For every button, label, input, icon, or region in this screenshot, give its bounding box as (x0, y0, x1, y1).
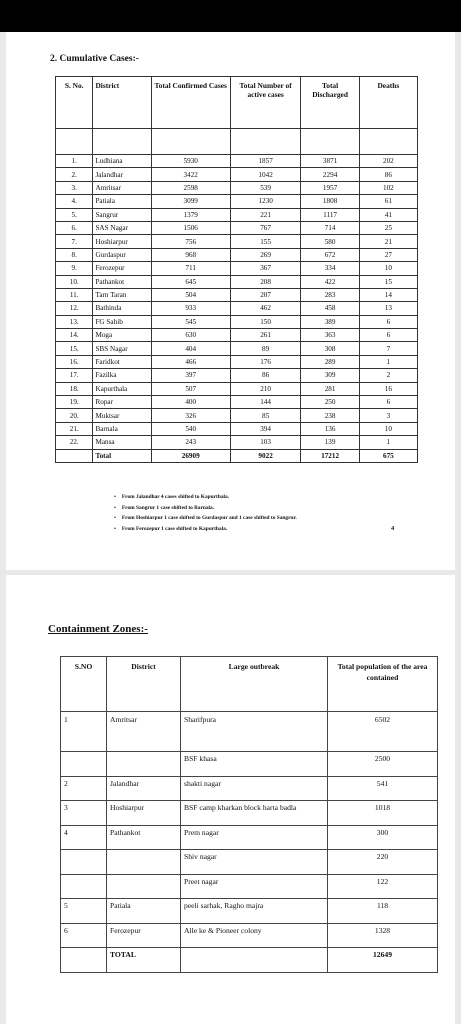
table-row (56, 422, 418, 435)
cell-active: 86 (230, 369, 301, 382)
cell-confirmed: 968 (151, 248, 230, 261)
cell-outbreak: peeli sarhak, Ragho majra (181, 899, 328, 924)
cell-sno: 1. (56, 155, 93, 168)
cell-district: Kapurthala (93, 382, 151, 395)
cell-sno: 2. (56, 168, 93, 181)
cell-confirmed: 933 (151, 302, 230, 315)
cell-population: 118 (328, 899, 438, 924)
cell-district: SAS Nagar (93, 221, 151, 234)
cell-sno: 22. (56, 436, 93, 449)
cell-discharged: 2294 (301, 168, 359, 181)
cell-sno (61, 752, 107, 777)
cell-confirmed: 1379 (151, 208, 230, 221)
cell-population: 300 (328, 825, 438, 850)
table-row (61, 776, 438, 801)
cell-sno: 3. (56, 181, 93, 194)
cell-sno (61, 948, 107, 973)
cell-confirmed: 5930 (151, 155, 230, 168)
cell-sno: 5 (61, 899, 107, 924)
table-row (61, 899, 438, 924)
cell-active: 150 (230, 315, 301, 328)
cell-deaths: 86 (359, 168, 417, 181)
cell-active: 208 (230, 275, 301, 288)
cell-confirmed: 504 (151, 288, 230, 301)
cell-active: 144 (230, 396, 301, 409)
cell-active: 539 (230, 181, 301, 194)
cell-deaths: 10 (359, 262, 417, 275)
cell-sno: 21. (56, 422, 93, 435)
cell-sno (61, 850, 107, 875)
cell-population: 6502 (328, 712, 438, 752)
cell-discharged: 238 (301, 409, 359, 422)
cell-deaths: 13 (359, 302, 417, 315)
cell-confirmed: 397 (151, 369, 230, 382)
cell-deaths: 6 (359, 396, 417, 409)
cell-active: 261 (230, 329, 301, 342)
cell-discharged: 1808 (301, 195, 359, 208)
cell-district: Patiala (107, 899, 181, 924)
cell-deaths: 21 (359, 235, 417, 248)
cell-discharged: 672 (301, 248, 359, 261)
cell-discharged: 458 (301, 302, 359, 315)
col-header-confirmed: Total Confirmed Cases (151, 77, 230, 129)
table-row (56, 315, 418, 328)
table-row (56, 355, 418, 368)
cell-confirmed: 326 (151, 409, 230, 422)
cell-sno: 2 (61, 776, 107, 801)
cell-active: 103 (230, 436, 301, 449)
cell-active: 367 (230, 262, 301, 275)
cell-total-label: TOTAL (107, 948, 181, 973)
cell-discharged: 1117 (301, 208, 359, 221)
col-header-active: Total Number of active cases (230, 77, 301, 129)
cell-discharged: 580 (301, 235, 359, 248)
cell-deaths: 27 (359, 248, 417, 261)
cell-sno: 8. (56, 248, 93, 261)
cell-total-population: 12649 (328, 948, 438, 973)
cell-district: Moga (93, 329, 151, 342)
document-page-containment-zones (6, 575, 455, 1024)
cell-district: Fazilka (93, 369, 151, 382)
cell-confirmed: 243 (151, 436, 230, 449)
cell-discharged: 139 (301, 436, 359, 449)
cell-discharged: 309 (301, 369, 359, 382)
col-header-district: District (107, 657, 181, 712)
table-row (56, 181, 418, 194)
page-number: 4 (391, 525, 395, 532)
col-header-sno: S. No. (56, 77, 93, 129)
col-header-discharged: Total Discharged (301, 77, 359, 129)
cell-active: 462 (230, 302, 301, 315)
cell-district: SBS Nagar (93, 342, 151, 355)
table-row (61, 801, 438, 826)
cell-active: 1857 (230, 155, 301, 168)
cell-confirmed: 2598 (151, 181, 230, 194)
table-row (56, 396, 418, 409)
table-row (56, 195, 418, 208)
table-row (56, 155, 418, 168)
cell-sno: 17. (56, 369, 93, 382)
cell-confirmed: 540 (151, 422, 230, 435)
cell-outbreak: Sharifpura (181, 712, 328, 752)
cell-active: 176 (230, 355, 301, 368)
cell-sno: 19. (56, 396, 93, 409)
cell-district: Patiala (93, 195, 151, 208)
section-title-containment-zones: Containment Zones:- (48, 623, 148, 635)
cell-population: 2500 (328, 752, 438, 777)
cell-district: Ferozepur (107, 923, 181, 948)
cell-deaths: 25 (359, 221, 417, 234)
cell-sno: 13. (56, 315, 93, 328)
cell-district: Jalandhar (93, 168, 151, 181)
cell-discharged: 334 (301, 262, 359, 275)
table-row (56, 208, 418, 221)
cell-district (107, 850, 181, 875)
cell-total-active: 9022 (230, 449, 301, 462)
cell-discharged: 308 (301, 342, 359, 355)
footnote-item: • From Hoshiarpur 1 case shifted to Gurdaspur and 1 case shifted to Sangrur. (124, 513, 297, 524)
cell-district: Gurdaspur (93, 248, 151, 261)
cell-discharged: 283 (301, 288, 359, 301)
cell-active: 221 (230, 208, 301, 221)
cell-outbreak: BSF camp kharkan block harta badla (181, 801, 328, 826)
cell-deaths: 14 (359, 288, 417, 301)
cell-district: Ludhiana (93, 155, 151, 168)
table-row (61, 850, 438, 875)
cell-active: 210 (230, 382, 301, 395)
cell-deaths: 202 (359, 155, 417, 168)
containment-zones-table (60, 656, 438, 973)
cell-confirmed: 756 (151, 235, 230, 248)
total-row (56, 449, 418, 462)
cell-deaths: 7 (359, 342, 417, 355)
cell-deaths: 3 (359, 409, 417, 422)
cell-active: 767 (230, 221, 301, 234)
cell-active: 207 (230, 288, 301, 301)
table-row (61, 712, 438, 752)
cell-total-confirmed: 26909 (151, 449, 230, 462)
top-status-bar (0, 0, 461, 32)
cell-active: 85 (230, 409, 301, 422)
cell-district: Amritsar (107, 712, 181, 752)
cell-deaths: 6 (359, 315, 417, 328)
cell-outbreak: Prem nagar (181, 825, 328, 850)
table-row (56, 302, 418, 315)
table-row (56, 275, 418, 288)
table-row (56, 436, 418, 449)
cell-population: 1018 (328, 801, 438, 826)
cell-discharged: 714 (301, 221, 359, 234)
cell-population: 1328 (328, 923, 438, 948)
cell-confirmed: 545 (151, 315, 230, 328)
cell-confirmed: 645 (151, 275, 230, 288)
document-page-cumulative-cases (6, 32, 455, 570)
cell-sno: 20. (56, 409, 93, 422)
cell-confirmed: 1506 (151, 221, 230, 234)
cell-discharged: 289 (301, 355, 359, 368)
table-row (61, 874, 438, 899)
cell-discharged: 389 (301, 315, 359, 328)
table-row (56, 288, 418, 301)
table-row (56, 369, 418, 382)
cell-confirmed: 466 (151, 355, 230, 368)
cell-deaths: 10 (359, 422, 417, 435)
col-header-deaths: Deaths (359, 77, 417, 129)
cell-population: 220 (328, 850, 438, 875)
col-header-district: District (93, 77, 151, 129)
table-row (56, 329, 418, 342)
cell-sno: 9. (56, 262, 93, 275)
cell-district: Hoshiarpur (93, 235, 151, 248)
cell-sno: 7. (56, 235, 93, 248)
cell-active: 269 (230, 248, 301, 261)
cell-district: FG Sahib (93, 315, 151, 328)
cell-district: Pathankot (93, 275, 151, 288)
cell-sno: 5. (56, 208, 93, 221)
cell-district: Ferozepur (93, 262, 151, 275)
section-title-cumulative-cases: 2. Cumulative Cases:- (50, 54, 139, 64)
cell-district: Tarn Taran (93, 288, 151, 301)
col-header-outbreak: Large outbreak (181, 657, 328, 712)
cell-discharged: 3871 (301, 155, 359, 168)
cell-discharged: 250 (301, 396, 359, 409)
col-header-sno: S.NO (61, 657, 107, 712)
cell-deaths: 6 (359, 329, 417, 342)
cell-sno: 14. (56, 329, 93, 342)
cell-sno: 10. (56, 275, 93, 288)
footnotes-list (121, 492, 297, 534)
cell-deaths: 16 (359, 382, 417, 395)
cell-deaths: 1 (359, 355, 417, 368)
cumulative-cases-table (55, 76, 418, 463)
table-row (56, 409, 418, 422)
cell-active: 394 (230, 422, 301, 435)
cell-district: Jalandhar (107, 776, 181, 801)
cell-district: Sangrur (93, 208, 151, 221)
cell-deaths: 2 (359, 369, 417, 382)
table-row (56, 235, 418, 248)
cell-outbreak: BSF khasa (181, 752, 328, 777)
cell-district: Ropar (93, 396, 151, 409)
cell-active: 155 (230, 235, 301, 248)
cell-deaths: 1 (359, 436, 417, 449)
table-spacer-row (56, 129, 418, 155)
cell-confirmed: 630 (151, 329, 230, 342)
cell-deaths: 102 (359, 181, 417, 194)
table-row (56, 168, 418, 181)
table-header-row (61, 657, 438, 712)
cell-sno: 4. (56, 195, 93, 208)
col-header-population: Total population of the area contained (328, 657, 438, 712)
cell-sno (61, 874, 107, 899)
cell-district: Barnala (93, 422, 151, 435)
cell-sno: 4 (61, 825, 107, 850)
cell-sno: 1 (61, 712, 107, 752)
table-row (61, 923, 438, 948)
cell-population: 122 (328, 874, 438, 899)
cell-sno: 15. (56, 342, 93, 355)
cell-district: Faridkot (93, 355, 151, 368)
cell-confirmed: 3422 (151, 168, 230, 181)
cell-active: 89 (230, 342, 301, 355)
footnote-item: • From Sangrur 1 case shifted to Barnala. (124, 503, 297, 514)
cell-discharged: 281 (301, 382, 359, 395)
cell-active: 1042 (230, 168, 301, 181)
table-row (56, 342, 418, 355)
cell-deaths: 15 (359, 275, 417, 288)
cell-deaths: 41 (359, 208, 417, 221)
cell-total-discharged: 17212 (301, 449, 359, 462)
cell-outbreak (181, 948, 328, 973)
cell-district: Mansa (93, 436, 151, 449)
cell-district (107, 874, 181, 899)
total-row (61, 948, 438, 973)
table-row (56, 248, 418, 261)
cell-sno (56, 449, 93, 462)
cell-total-label: Total (93, 449, 151, 462)
cell-confirmed: 507 (151, 382, 230, 395)
cell-district: Muktsar (93, 409, 151, 422)
cell-discharged: 363 (301, 329, 359, 342)
cell-confirmed: 711 (151, 262, 230, 275)
cell-discharged: 422 (301, 275, 359, 288)
cell-total-deaths: 675 (359, 449, 417, 462)
table-header-row (56, 77, 418, 129)
cell-discharged: 136 (301, 422, 359, 435)
cell-outbreak: Alle ke & Pioneer colony (181, 923, 328, 948)
cell-sno: 6 (61, 923, 107, 948)
cell-outbreak: Preet nagar (181, 874, 328, 899)
table-row (61, 825, 438, 850)
cell-sno: 18. (56, 382, 93, 395)
footnote-item: • From Jalandhar 4 cases shifted to Kapurthala. (124, 492, 297, 503)
table-row (56, 382, 418, 395)
cell-active: 1230 (230, 195, 301, 208)
cell-confirmed: 404 (151, 342, 230, 355)
cell-sno: 16. (56, 355, 93, 368)
cell-deaths: 61 (359, 195, 417, 208)
table-row (56, 221, 418, 234)
table-row (56, 262, 418, 275)
cell-district: Pathankot (107, 825, 181, 850)
cell-discharged: 1957 (301, 181, 359, 194)
cell-district: Hoshiarpur (107, 801, 181, 826)
cell-sno: 3 (61, 801, 107, 826)
cell-sno: 11. (56, 288, 93, 301)
cell-confirmed: 400 (151, 396, 230, 409)
cell-sno: 12. (56, 302, 93, 315)
table-row (61, 752, 438, 777)
cell-population: 541 (328, 776, 438, 801)
cell-district (107, 752, 181, 777)
cell-district: Bathinda (93, 302, 151, 315)
cell-confirmed: 3099 (151, 195, 230, 208)
cell-sno: 6. (56, 221, 93, 234)
cell-outbreak: shakti nagar (181, 776, 328, 801)
footnote-item: • From Ferozepur 1 case shifted to Kapurthala. (124, 524, 297, 535)
cell-district: Amritsar (93, 181, 151, 194)
cell-outbreak: Shiv nagar (181, 850, 328, 875)
